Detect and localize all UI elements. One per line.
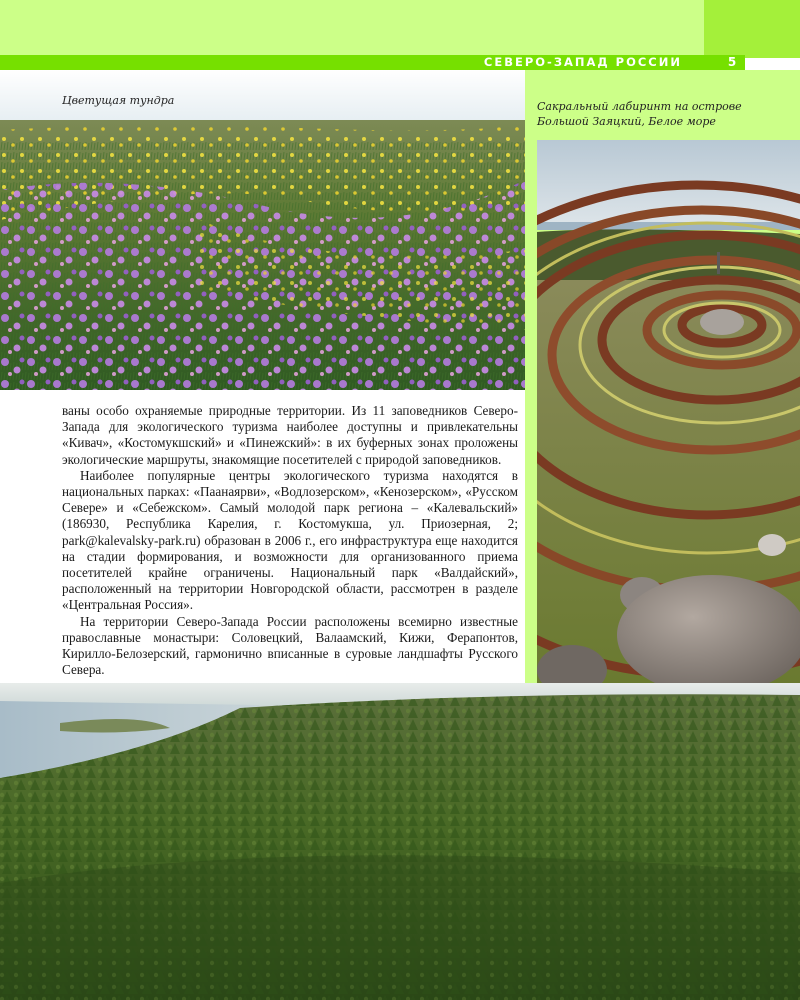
tundra-caption: Цветущая тундра bbox=[62, 94, 175, 107]
labyrinth-illustration bbox=[537, 140, 800, 683]
labyrinth-caption-line1: Сакральный лабиринт на острове bbox=[537, 100, 742, 113]
top-accent-block bbox=[704, 0, 800, 58]
labyrinth-caption-line2: Большой Заяцкий, Белое море bbox=[537, 115, 716, 128]
article-body bbox=[62, 403, 518, 678]
tundra-photo bbox=[0, 70, 525, 390]
forest-illustration bbox=[0, 683, 800, 1000]
section-title: СЕВЕРО-ЗАПАД РОССИИ bbox=[483, 55, 682, 69]
top-color-band bbox=[0, 0, 800, 58]
article-paragraph: Наиболее популярные центры экологического туризма находятся в национальных парках: «Паанаярви», «Водлозерском», «Кенозерском», «Русском Севере» и «Себежском». Самый молодой парк региона – «Калевальский» (186930, Республика Карелия, г. Костомукша, ул. Приозерная, 2; park@kalevalsky-park.ru) образован в 2006 г., его инфраструктура еще находится на стадии формирования, и возможности для организованного приема посетителей крайне ограничены. Национальный парк «Валдайский», расположенный на территории Новгородской области, рассмотрен в разделе «Центральная Россия». bbox=[62, 467, 518, 613]
forest-photo bbox=[0, 683, 800, 1000]
labyrinth-photo bbox=[537, 140, 800, 683]
tundra-illustration bbox=[0, 70, 525, 390]
article-paragraph: ваны особо охраняемые природные территории. Из 11 заповедников Северо-Запада для экологического туризма наиболее доступны и привлекательны «Кивач», «Костомукшский» и «Пинежский»: в их буферных зонах проложены экологические маршруты, знакомящие посетителей с природой заповедников. bbox=[62, 403, 518, 467]
article-paragraph: На территории Северо-Запада России расположены всемирно известные православные монастыри: Соловецкий, Валаамский, Кижи, Ферапонтов, Кирилло-Белозерский, гармонично вписанные в суровые ландшафты Русского Севера. bbox=[62, 613, 518, 678]
page-number: 5 bbox=[727, 55, 737, 69]
